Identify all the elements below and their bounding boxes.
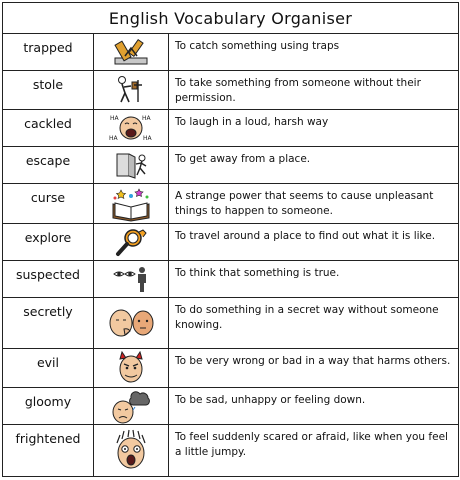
table-row xyxy=(3,71,459,110)
table-row xyxy=(3,34,459,71)
vocab-definition: A strange power that seems to cause unpleasant things to happen to someone. xyxy=(169,184,459,224)
laughing-face-icon xyxy=(94,110,169,147)
vocab-word: curse xyxy=(3,184,94,224)
table-row xyxy=(3,224,459,261)
vocabulary-table xyxy=(2,2,459,477)
watching-eyes-icon xyxy=(94,261,169,298)
table-row xyxy=(3,388,459,425)
trap-icon xyxy=(94,34,169,71)
vocab-word: suspected xyxy=(3,261,94,298)
table-row xyxy=(3,349,459,388)
devil-face-icon xyxy=(94,349,169,388)
vocab-definition: To do something in a secret way without someone knowing. xyxy=(169,298,459,349)
vocab-definition: To be sad, unhappy or feeling down. xyxy=(169,388,459,425)
spell-book-icon xyxy=(94,184,169,224)
vocab-definition: To be very wrong or bad in a way that harms others. xyxy=(169,349,459,388)
whispering-faces-icon xyxy=(94,298,169,349)
vocab-word: escape xyxy=(3,147,94,184)
vocab-definition: To take something from someone without their permission. xyxy=(169,71,459,110)
vocab-word: frightened xyxy=(3,425,94,477)
title-row xyxy=(3,3,459,34)
svg-text:HA: HA xyxy=(109,135,118,142)
table-row xyxy=(3,425,459,477)
vocab-word: stole xyxy=(3,71,94,110)
vocab-word: cackled xyxy=(3,110,94,147)
sad-cloud-face-icon xyxy=(94,388,169,425)
table-row xyxy=(3,298,459,349)
table-row xyxy=(3,184,459,224)
vocab-definition: To travel around a place to find out what it is like. xyxy=(169,224,459,261)
vocab-definition: To catch something using traps xyxy=(169,34,459,71)
svg-text:HA: HA xyxy=(142,115,151,122)
vocab-definition: To laugh in a loud, harsh way xyxy=(169,110,459,147)
vocab-word: gloomy xyxy=(3,388,94,425)
vocab-word: explore xyxy=(3,224,94,261)
table-row xyxy=(3,110,459,147)
svg-text:HA: HA xyxy=(110,115,119,122)
vocab-word: secretly xyxy=(3,298,94,349)
svg-text:HA: HA xyxy=(143,135,152,142)
vocab-definition: To think that something is true. xyxy=(169,261,459,298)
table-row xyxy=(3,261,459,298)
page-title: English Vocabulary Organiser xyxy=(3,3,459,34)
vocab-word: evil xyxy=(3,349,94,388)
vocab-word: trapped xyxy=(3,34,94,71)
vocab-definition: To feel suddenly scared or afraid, like when you feel a little jumpy. xyxy=(169,425,459,477)
escape-door-icon xyxy=(94,147,169,184)
table-row xyxy=(3,147,459,184)
scared-face-icon xyxy=(94,425,169,477)
magnifying-glass-icon xyxy=(94,224,169,261)
thief-icon xyxy=(94,71,169,110)
vocab-definition: To get away from a place. xyxy=(169,147,459,184)
